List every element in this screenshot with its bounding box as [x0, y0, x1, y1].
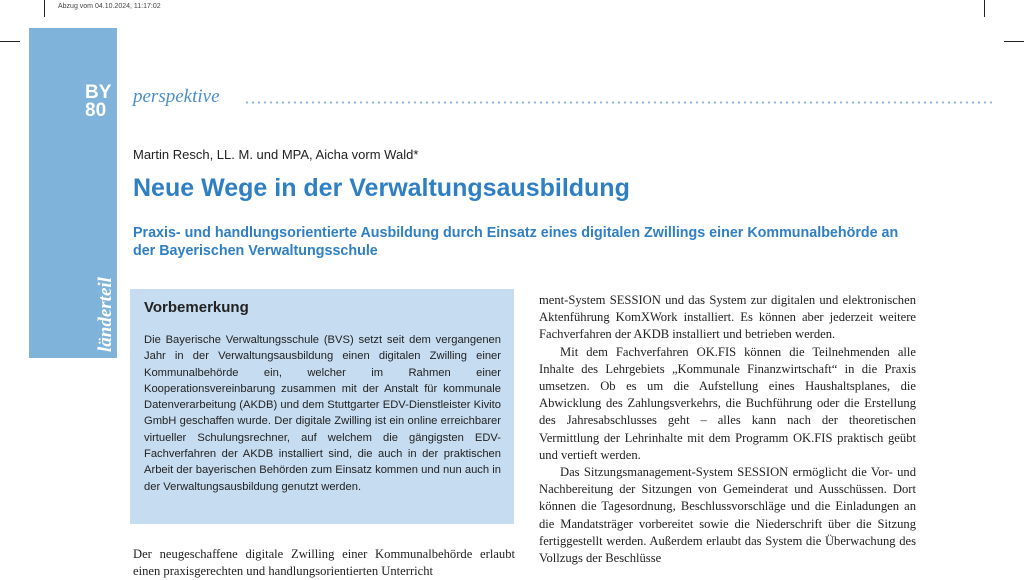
page-number: 80: [85, 100, 107, 121]
body-paragraph: ment-System SESSION und das System zur digitalen und elektronischen Aktenführung KomXWork installiert. Es können aber jederzeit weitere Fachverfahren der AKDB installiert und betrieben werden.: [539, 293, 916, 342]
body-paragraph: Das Sitzungsmanagement-System SESSION ermöglicht die Vor- und Nachbereitung der Sitzungen von Gemeinderat und Ausschüssen. Dort können die Tagesordnung, Beschlussvorschläge und die Einladungen an die Mandatsträger vorbereitet sowie die Niederschrift über die Sitzung fertiggestellt werden. Außerdem erlaubt das System die Überwachung des Vollzugs der Beschlüsse: [539, 465, 916, 566]
crop-mark-top-right: [984, 0, 985, 17]
issue-code: [85, 84, 111, 120]
crop-mark-right: [1004, 41, 1024, 42]
preface-text: Die Bayerische Verwaltungsschule (BVS) setzt seit dem vergangenen Jahr in der Verwaltungsausbildung einen digitalen Zwilling einer Kommunalbehörde ein, welcher im Rahmen einer Kooperationsvereinbarung zusammen mit der Anstalt für kommunale Datenverarbeitung (AKDB) und dem Stuttgarter EDV-Dienstleister Kivito GmbH geschaffen wurde. Der digitale Zwilling ist ein online erreichbarer virtueller Schulungsrechner, auf welchem die gängigsten EDV-Fachverfahren der AKDB installiert sind, die auch in der praktischen Arbeit der bayerischen Behörden zum Einsatz kommen und nun auch in der Verwaltungsausbildung genutzt werden.: [144, 334, 501, 493]
article-authors: Martin Resch, LL. M. und MPA, Aicha vorm Wald*: [133, 147, 419, 162]
section-label: perspektive: [133, 86, 220, 107]
body-paragraph: Mit dem Fachverfahren OK.FIS können die Teilnehmenden alle Inhalte des Lehrgebiets „Kommunale Finanzwirtschaft“ in die Praxis umsetzen. Ob es um die Aufstellung eines Haushaltsplanes, die Abwicklung des Zahlungsverkehrs, die Buchführung oder die Erstellung des Jahresabschlusses geht – alles kann nach der theoretischen Vermittlung der Lehrinhalte mit dem Programm OK.FIS praktisch geübt und vertieft werden.: [539, 344, 916, 462]
crop-mark-top-left: [44, 0, 45, 17]
article-title: Neue Wege in der Verwaltungsausbildung: [133, 174, 630, 202]
preface-box: [130, 289, 514, 524]
crop-mark-left: [0, 41, 20, 42]
dotted-rule: [244, 101, 994, 104]
preface-heading: Vorbemerkung: [144, 299, 249, 316]
body-column-right: [539, 292, 916, 567]
issue-code-letters: BY: [85, 82, 112, 103]
sidebar-label: länderteil: [95, 277, 116, 352]
print-stamp: Abzug vom 04.10.2024, 11:17:02: [58, 3, 161, 10]
article-subtitle: Praxis- und handlungsorientierte Ausbildung durch Einsatz eines digitalen Zwillings einer Kommunalbehörde an der Bayerischen Verwaltungsschule: [133, 225, 899, 259]
body-paragraph-left: Der neugeschaffene digitale Zwilling einer Kommunalbehörde erlaubt einen praxisgerechten und handlungsorientierten Unterricht: [133, 547, 515, 579]
